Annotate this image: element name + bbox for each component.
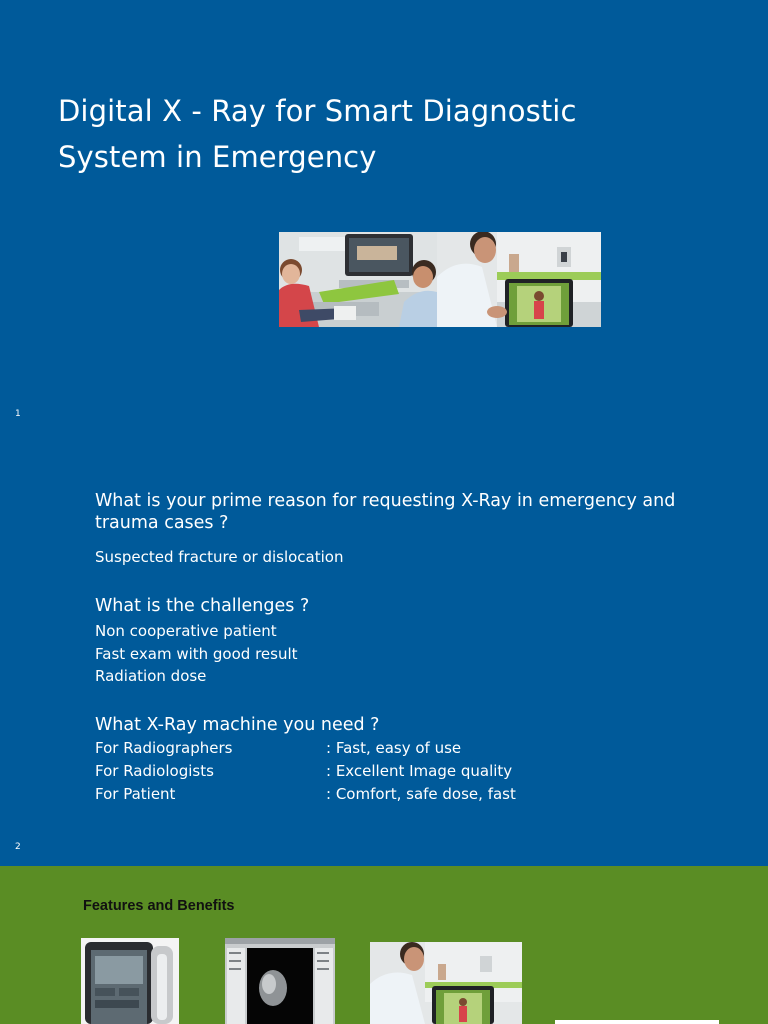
slide-2: [0, 434, 768, 866]
slide-1: [0, 0, 768, 434]
challenge-item: Radiation dose: [95, 667, 207, 685]
challenge-item: Non cooperative patient: [95, 622, 277, 640]
slide-title: Digital X - Ray for Smart Diagnostic System in Emergency: [58, 94, 577, 174]
need-what: : Comfort, safe dose, fast: [326, 785, 516, 803]
answer-prime-reason: Suspected fracture or dislocation: [95, 548, 344, 566]
need-who: For Radiologists: [95, 762, 214, 780]
technician-tablet-photo-small: [370, 942, 522, 1024]
question-challenges: What is the challenges ?: [95, 596, 310, 616]
question-prime-reason: What is your prime reason for requesting X-Ray in emergency and trauma cases ?: [95, 491, 676, 533]
slide-number: 1: [15, 409, 21, 419]
need-row: [95, 785, 595, 808]
slide-number: 2: [15, 842, 21, 852]
slide-3: [0, 866, 768, 1024]
caption-bar: [555, 1020, 719, 1024]
need-row: [95, 762, 595, 785]
xray-software-screen: [225, 938, 335, 1024]
challenge-item: Fast exam with good result: [95, 645, 298, 663]
question-machine-need: What X-Ray machine you need ?: [95, 715, 380, 735]
need-who: For Patient: [95, 785, 176, 803]
need-what: : Excellent Image quality: [326, 762, 513, 780]
radiography-room-photo: [279, 232, 437, 327]
need-what: : Fast, easy of use: [326, 739, 462, 757]
technician-tablet-photo: [437, 232, 601, 327]
features-heading: Features and Benefits: [83, 898, 235, 914]
tablet-device-photo: [81, 938, 179, 1024]
need-row: [95, 739, 595, 762]
need-who: For Radiographers: [95, 739, 233, 757]
